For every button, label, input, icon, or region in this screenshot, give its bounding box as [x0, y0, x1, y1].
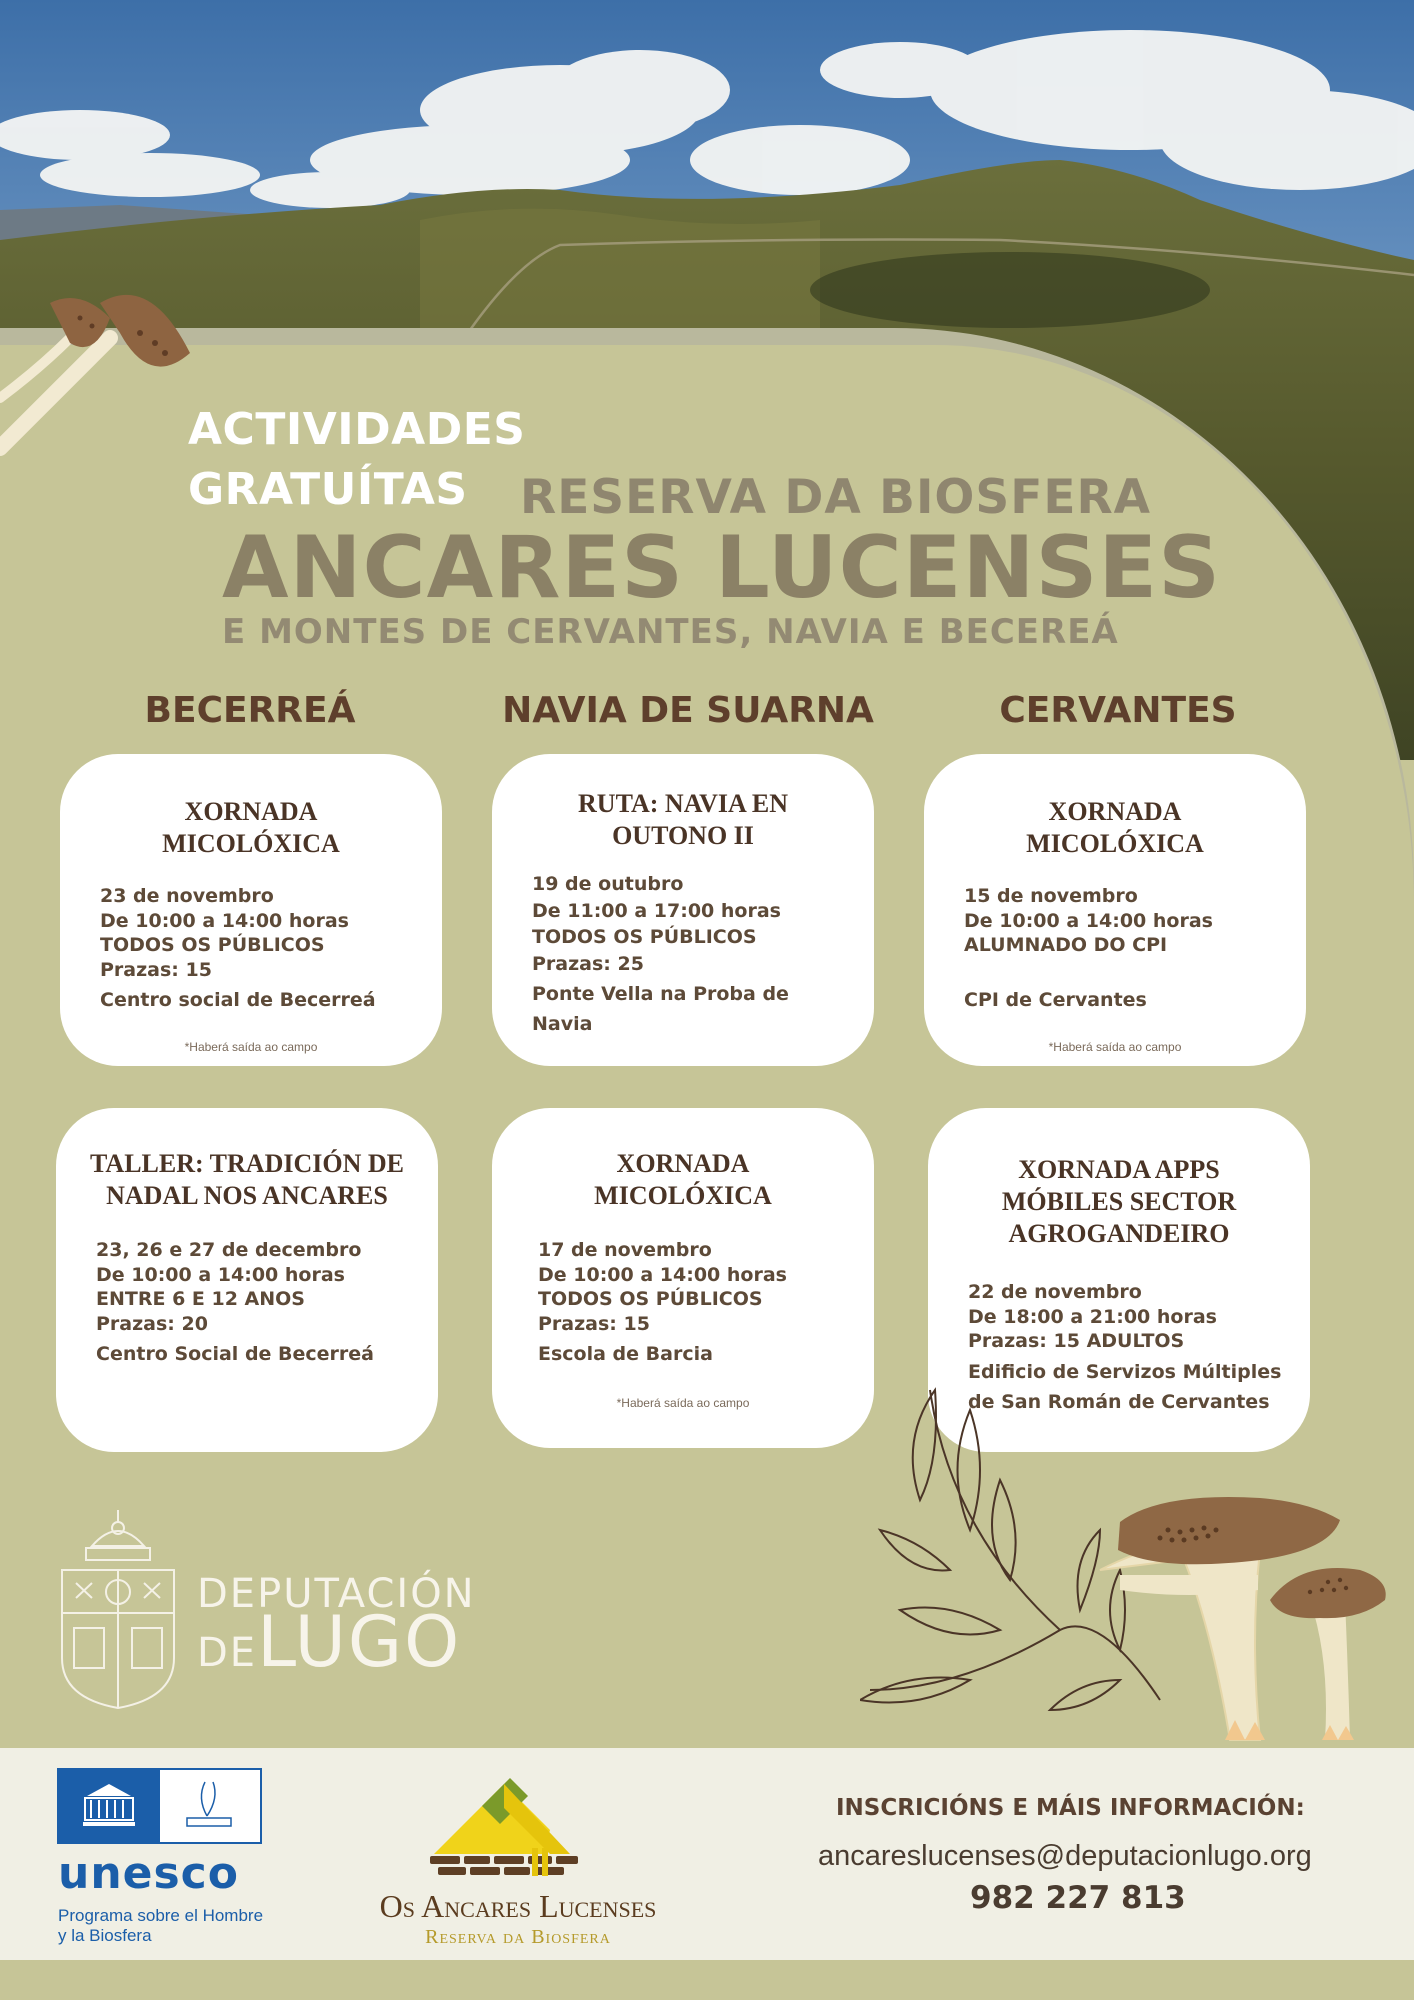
card-audience: TODOS OS PÚBLICOS	[538, 1288, 763, 1310]
card-note: *Haberá saída ao campo	[616, 1396, 750, 1410]
card-places: Prazas: 15	[538, 1312, 650, 1335]
kicker-line-1: ACTIVIDADES	[188, 404, 526, 455]
card-location: Escola de Barcia	[538, 1343, 713, 1365]
unesco-subtitle	[58, 1906, 263, 1946]
card-note: *Haberá saída ao campo	[184, 1040, 318, 1054]
activity-card[interactable]	[492, 754, 874, 1066]
ancares-logo-name: Os Ancares Lucenses	[379, 1888, 657, 1924]
card-title: XORNADA MICOLÓXICA	[1026, 797, 1204, 858]
card-places: Prazas: 20	[96, 1312, 208, 1335]
coat-of-arms-icon	[52, 1508, 184, 1718]
card-time: De 10:00 a 14:00 horas	[538, 1263, 787, 1286]
activity-card[interactable]	[924, 754, 1306, 1066]
activity-card[interactable]	[492, 1108, 874, 1448]
card-date: 15 de novembro	[964, 885, 1138, 907]
card-date: 23 de novembro	[100, 885, 274, 907]
reserve-name: ANCARES LUCENSES	[222, 518, 1222, 618]
contact-email-link[interactable]: ancareslucenses@deputacionlugo.org	[818, 1840, 1312, 1872]
card-places: Prazas: 15	[100, 958, 212, 981]
activity-card[interactable]	[56, 1108, 438, 1452]
card-title: XORNADA MICOLÓXICA	[594, 1149, 772, 1210]
unesco-mab-logo	[57, 1768, 262, 1849]
contact-phone[interactable]: 982 227 813	[970, 1880, 1186, 1916]
mushroom-leaves-illustration	[860, 1380, 1400, 1765]
kicker-line-2: GRATUÍTAS	[188, 464, 468, 515]
card-title: XORNADA MICOLÓXICA	[162, 797, 340, 858]
activity-card[interactable]	[60, 754, 442, 1066]
card-audience: ALUMNADO DO CPI	[964, 934, 1168, 956]
column-title-navia: NAVIA DE SUARNA	[502, 690, 874, 731]
card-time: De 10:00 a 14:00 horas	[96, 1263, 345, 1286]
card-details	[84, 1238, 410, 1369]
unesco-wordmark: unesco	[58, 1848, 239, 1899]
ancares-logo-subtitle: Reserva da Biosfera	[425, 1926, 611, 1948]
card-date: 19 de outubro	[532, 873, 684, 895]
card-note: *Haberá saída ao campo	[1048, 1040, 1182, 1054]
lugo-word: LUGO	[257, 1601, 462, 1683]
card-places	[964, 958, 1278, 982]
card-time: De 10:00 a 14:00 horas	[964, 909, 1213, 932]
card-location: Ponte Vella na Proba de Navia	[532, 983, 789, 1035]
de-word: DE	[197, 1630, 258, 1676]
unesco-subtitle-line-2: y la Biosfera	[58, 1926, 152, 1945]
card-details	[520, 1238, 846, 1369]
card-audience: TODOS OS PÚBLICOS	[532, 926, 757, 948]
card-details	[952, 884, 1278, 1015]
unesco-subtitle-line-1: Programa sobre el Hombre	[58, 1906, 264, 1925]
info-heading: INSCRICIÓNS E MÁIS INFORMACIÓN:	[836, 1795, 1305, 1821]
ancares-house-logo	[420, 1768, 600, 1885]
card-date: 22 de novembro	[968, 1281, 1142, 1303]
card-details	[520, 872, 846, 1039]
deputacion-word: DEPUTACIÓN	[197, 1571, 476, 1617]
card-time: De 11:00 a 17:00 horas	[532, 899, 781, 922]
card-title: TALLER: TRADICIÓN DE NADAL NOS ANCARES	[90, 1149, 404, 1210]
card-details	[88, 884, 414, 1015]
card-date: 17 de novembro	[538, 1239, 712, 1261]
card-date: 23, 26 e 27 de decembro	[96, 1239, 362, 1261]
reserve-label: RESERVA DA BIOSFERA	[520, 470, 1152, 525]
card-audience: TODOS OS PÚBLICOS	[100, 934, 325, 956]
card-places: Prazas: 25	[532, 952, 644, 975]
column-title-cervantes: CERVANTES	[999, 690, 1237, 731]
card-audience: ENTRE 6 E 12 ANOS	[96, 1288, 305, 1310]
card-location: Centro Social de Becerreá	[96, 1343, 375, 1365]
card-location: CPI de Cervantes	[964, 988, 1147, 1011]
card-title: XORNADA APPS MÓBILES SECTOR AGROGANDEIRO	[1001, 1155, 1237, 1248]
mushroom-illustration-top	[0, 278, 200, 463]
card-places: Prazas: 15 ADULTOS	[968, 1330, 1185, 1352]
card-location: Centro social de Becerreá	[100, 989, 376, 1011]
card-title: RUTA: NAVIA EN OUTONO II	[578, 789, 788, 850]
reserve-subtitle: E MONTES DE CERVANTES, NAVIA E BECEREÁ	[222, 612, 1119, 652]
card-time: De 10:00 a 14:00 horas	[100, 909, 349, 932]
free-activities-heading	[188, 400, 548, 520]
column-title-becerrea: BECERREÁ	[144, 690, 356, 731]
deputacion-logo-text	[197, 1570, 476, 1683]
card-location: Edificio de Servizos Múltiples de San Román de Cervantes	[968, 1360, 1282, 1413]
card-time: De 18:00 a 21:00 horas	[968, 1305, 1217, 1328]
